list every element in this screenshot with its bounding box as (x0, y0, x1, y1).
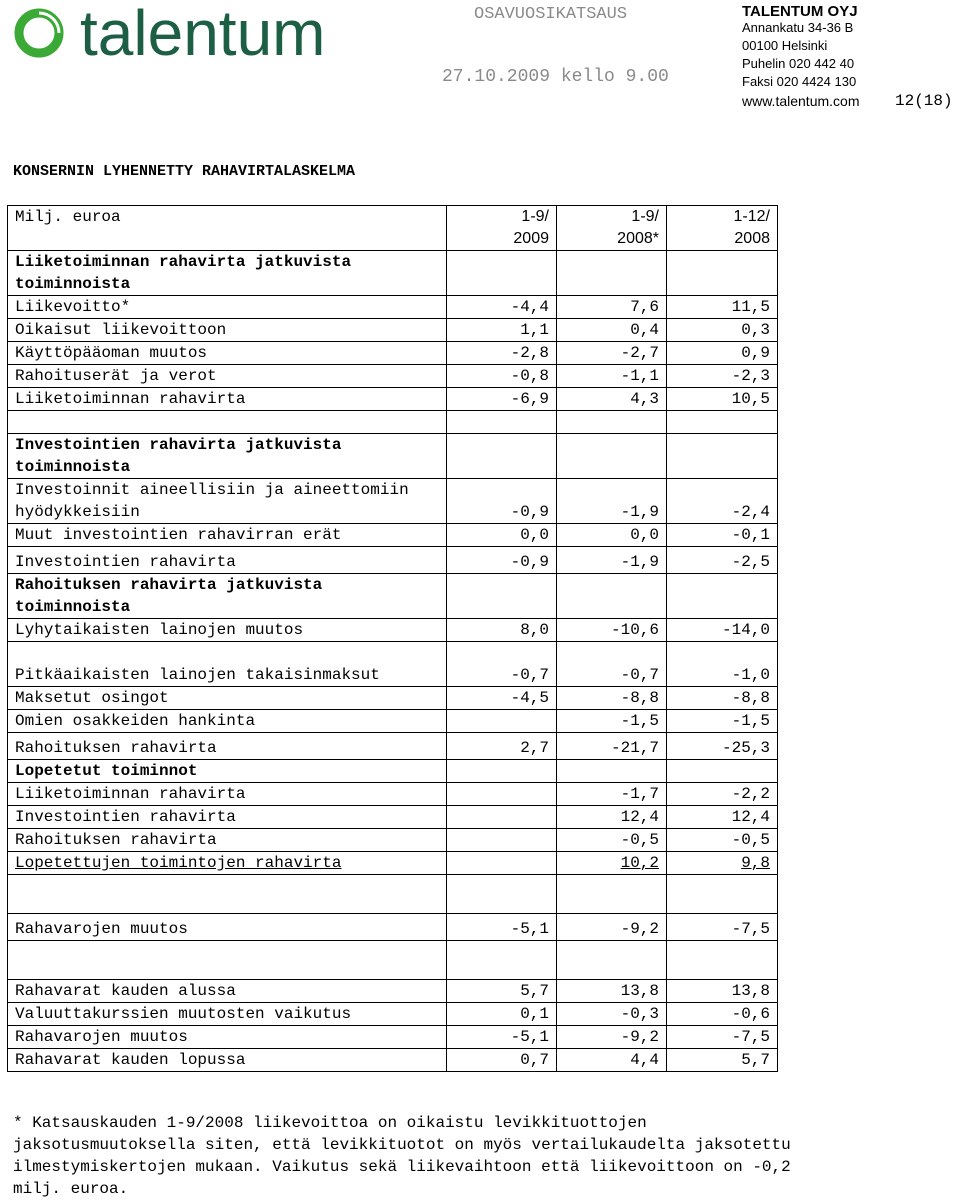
row-value-col-3 (667, 411, 778, 434)
column-header-1-line2: 2009 (513, 230, 549, 247)
table-row (8, 914, 778, 941)
row-value-col-1 (447, 852, 557, 875)
footnote: * Katsauskauden 1-9/2008 liikevoittoa on oikaistu levikkituottojen jaksotusmuutoksella siten, että levikkituotot on myös vertailukaudelta jaksotettu ilmestymiskertojen mukaan. Vaikutus sekä liikevaihtoon että liikevoittoon on -0,2 milj. euroa. (13, 1114, 791, 1198)
row-value-col-3 (667, 941, 778, 980)
table-row (8, 852, 778, 875)
row-value-col-2: 7,6 (557, 296, 667, 319)
table-row (8, 388, 778, 411)
report-date: 27.10.2009 kello 9.00 (442, 67, 669, 87)
row-value-col-3 (667, 760, 778, 783)
section-header-row (8, 574, 778, 619)
row-value-col-2: -0,3 (557, 1003, 667, 1026)
row-value-col-1 (447, 411, 557, 434)
row-value-col-1 (447, 434, 557, 479)
row-value-col-2: -8,8 (557, 687, 667, 710)
row-value-col-3: 9,8 (667, 852, 778, 875)
row-value-col-2: -9,2 (557, 914, 667, 941)
row-label: Rahavarojen muutos (8, 1026, 447, 1049)
row-label: Liiketoiminnan rahavirta (8, 783, 447, 806)
row-value-col-1: 8,0 (447, 619, 557, 642)
row-label: Liiketoiminnan rahavirta (8, 388, 447, 411)
column-header-1-line1: 1-9/ (521, 208, 549, 225)
row-value-col-1: -4,4 (447, 296, 557, 319)
row-label: Lyhytaikaisten lainojen muutos (8, 619, 447, 642)
row-value-col-2: 4,4 (557, 1049, 667, 1072)
row-value-col-2: 0,0 (557, 524, 667, 547)
row-value-col-3: -8,8 (667, 687, 778, 710)
talentum-logo (10, 2, 370, 68)
row-value-col-2: -1,9 (557, 547, 667, 574)
row-label (8, 875, 447, 914)
row-value-col-3 (667, 251, 778, 296)
row-value-col-2 (557, 941, 667, 980)
logo-wordmark: talentum (80, 0, 326, 69)
table-row (8, 547, 778, 574)
row-value-col-1 (447, 710, 557, 733)
row-value-col-3: -14,0 (667, 619, 778, 642)
row-value-col-3: -2,2 (667, 783, 778, 806)
row-value-col-1 (447, 783, 557, 806)
row-value-col-2: -1,1 (557, 365, 667, 388)
table-row (8, 479, 778, 524)
row-label: Investoinnit aineellisiin ja aineettomiin hyödykkeisiin (8, 479, 447, 524)
table-row (8, 687, 778, 710)
column-header-3-line1: 1-12/ (733, 208, 770, 225)
row-value-col-3: 10,5 (667, 388, 778, 411)
table-row (8, 1049, 778, 1072)
row-value-col-1: 0,0 (447, 524, 557, 547)
row-value-col-1: 0,7 (447, 1049, 557, 1072)
row-value-col-3: -7,5 (667, 1026, 778, 1049)
table-row (8, 710, 778, 733)
address-city: 00100 Helsinki (742, 38, 828, 53)
row-value-col-1: 5,7 (447, 980, 557, 1003)
row-value-col-1: -4,5 (447, 687, 557, 710)
table-row (8, 806, 778, 829)
row-label: Rahavarat kauden alussa (8, 980, 447, 1003)
row-value-col-3: 13,8 (667, 980, 778, 1003)
row-value-col-2: -21,7 (557, 733, 667, 760)
row-value-col-2: 4,3 (557, 388, 667, 411)
row-label: Rahoituksen rahavirta jatkuvista toiminnoista (8, 574, 447, 619)
row-value-col-1: -0,9 (447, 479, 557, 524)
row-value-col-3: -2,4 (667, 479, 778, 524)
spacer-row (8, 875, 778, 914)
row-label: Investointien rahavirta (8, 806, 447, 829)
row-value-col-3: 5,7 (667, 1049, 778, 1072)
table-row (8, 829, 778, 852)
row-value-col-1 (447, 251, 557, 296)
row-label: Oikaisut liikevoittoon (8, 319, 447, 342)
row-value-col-1: -0,8 (447, 365, 557, 388)
row-value-col-3: 0,9 (667, 342, 778, 365)
table-row (8, 980, 778, 1003)
row-value-col-3: 12,4 (667, 806, 778, 829)
table-row (8, 524, 778, 547)
row-value-col-2: 10,2 (557, 852, 667, 875)
row-value-col-3: -25,3 (667, 733, 778, 760)
row-value-col-2: 12,4 (557, 806, 667, 829)
row-value-col-2: -0,7 (557, 642, 667, 687)
address-phone: Puhelin 020 442 40 (742, 56, 855, 71)
row-value-col-3: -0,1 (667, 524, 778, 547)
table-row (8, 296, 778, 319)
row-value-col-2 (557, 875, 667, 914)
row-label: Investointien rahavirta jatkuvista toiminnoista (8, 434, 447, 479)
row-value-col-1 (447, 875, 557, 914)
row-value-col-1 (447, 574, 557, 619)
row-value-col-2 (557, 411, 667, 434)
row-value-col-1 (447, 941, 557, 980)
column-header-2-line1: 1-9/ (631, 208, 659, 225)
row-value-col-1 (447, 829, 557, 852)
row-label (8, 941, 447, 980)
cash-flow-table-body (8, 206, 778, 1072)
row-value-col-2: -1,9 (557, 479, 667, 524)
table-row (8, 1003, 778, 1026)
row-label: Omien osakkeiden hankinta (8, 710, 447, 733)
cash-flow-table (7, 205, 778, 1072)
table-row (8, 342, 778, 365)
row-value-col-2: -10,6 (557, 619, 667, 642)
column-header-1 (447, 206, 557, 251)
row-value-col-1: 0,1 (447, 1003, 557, 1026)
company-website-link[interactable]: www.talentum.com (742, 93, 860, 109)
row-value-col-1 (447, 760, 557, 783)
row-label: Rahoituksen rahavirta (8, 733, 447, 760)
row-value-col-2: 13,8 (557, 980, 667, 1003)
row-value-col-3: -1,0 (667, 642, 778, 687)
row-value-col-1: -6,9 (447, 388, 557, 411)
row-value-col-2: -2,7 (557, 342, 667, 365)
page-title: KONSERNIN LYHENNETTY RAHAVIRTALASKELMA (13, 163, 356, 180)
row-value-col-1: -0,7 (447, 642, 557, 687)
row-value-col-3 (667, 875, 778, 914)
spacer-row (8, 941, 778, 980)
column-header-3-line2: 2008 (734, 230, 770, 247)
row-value-col-3: -2,5 (667, 547, 778, 574)
row-value-col-2 (557, 760, 667, 783)
column-header-2-line2: 2008* (617, 230, 659, 247)
address-fax: Faksi 020 4424 130 (742, 74, 857, 89)
row-value-col-3: -2,3 (667, 365, 778, 388)
row-value-col-3: -7,5 (667, 914, 778, 941)
table-row (8, 642, 778, 687)
row-label (8, 411, 447, 434)
spacer-row (8, 411, 778, 434)
row-label: Käyttöpääoman muutos (8, 342, 447, 365)
row-value-col-2: -9,2 (557, 1026, 667, 1049)
table-row (8, 619, 778, 642)
row-value-col-1: -5,1 (447, 1026, 557, 1049)
table-row (8, 783, 778, 806)
table-header-row (8, 206, 778, 251)
row-value-col-3 (667, 434, 778, 479)
row-value-col-2: 0,4 (557, 319, 667, 342)
row-value-col-1: 1,1 (447, 319, 557, 342)
row-value-col-3: -1,5 (667, 710, 778, 733)
section-header-row (8, 251, 778, 296)
row-value-col-2: -1,7 (557, 783, 667, 806)
row-value-col-2 (557, 251, 667, 296)
row-value-col-1: -5,1 (447, 914, 557, 941)
table-row (8, 1026, 778, 1049)
row-value-col-3: -0,5 (667, 829, 778, 852)
row-value-col-3: 11,5 (667, 296, 778, 319)
row-label: Liikevoitto* (8, 296, 447, 319)
row-value-col-2 (557, 434, 667, 479)
row-label: Rahoituksen rahavirta (8, 829, 447, 852)
row-value-col-3: -0,6 (667, 1003, 778, 1026)
row-label: Rahavarojen muutos (8, 914, 447, 941)
column-header-2 (557, 206, 667, 251)
row-label: Valuuttakurssien muutosten vaikutus (8, 1003, 447, 1026)
row-label: Pitkäaikaisten lainojen takaisinmaksut (8, 642, 447, 687)
table-row (8, 365, 778, 388)
row-value-col-3: 0,3 (667, 319, 778, 342)
row-label: Lopetetut toiminnot (8, 760, 447, 783)
row-value-col-3 (667, 574, 778, 619)
company-name: TALENTUM OYJ (742, 3, 858, 20)
row-label: Liiketoiminnan rahavirta jatkuvista toiminnoista (8, 251, 447, 296)
row-value-col-1: 2,7 (447, 733, 557, 760)
column-header-3 (667, 206, 778, 251)
unit-label: Milj. euroa (8, 206, 447, 251)
row-label: Rahavarat kauden lopussa (8, 1049, 447, 1072)
row-label: Muut investointien rahavirran erät (8, 524, 447, 547)
row-value-col-1: -0,9 (447, 547, 557, 574)
row-value-col-2: -1,5 (557, 710, 667, 733)
table-row (8, 733, 778, 760)
row-value-col-1: -2,8 (447, 342, 557, 365)
row-label: Investointien rahavirta (8, 547, 447, 574)
row-label: Rahoituserät ja verot (8, 365, 447, 388)
section-header-row (8, 434, 778, 479)
address-street: Annankatu 34-36 B (742, 20, 854, 35)
logo-circle-icon (14, 8, 64, 58)
row-label: Maksetut osingot (8, 687, 447, 710)
report-type: OSAVUOSIKATSAUS (474, 5, 628, 24)
table-row (8, 319, 778, 342)
section-header-row (8, 760, 778, 783)
page-number: 12(18) (895, 92, 953, 110)
row-value-col-1 (447, 806, 557, 829)
row-value-col-2: -0,5 (557, 829, 667, 852)
row-value-col-2 (557, 574, 667, 619)
row-label: Lopetettujen toimintojen rahavirta (8, 852, 447, 875)
